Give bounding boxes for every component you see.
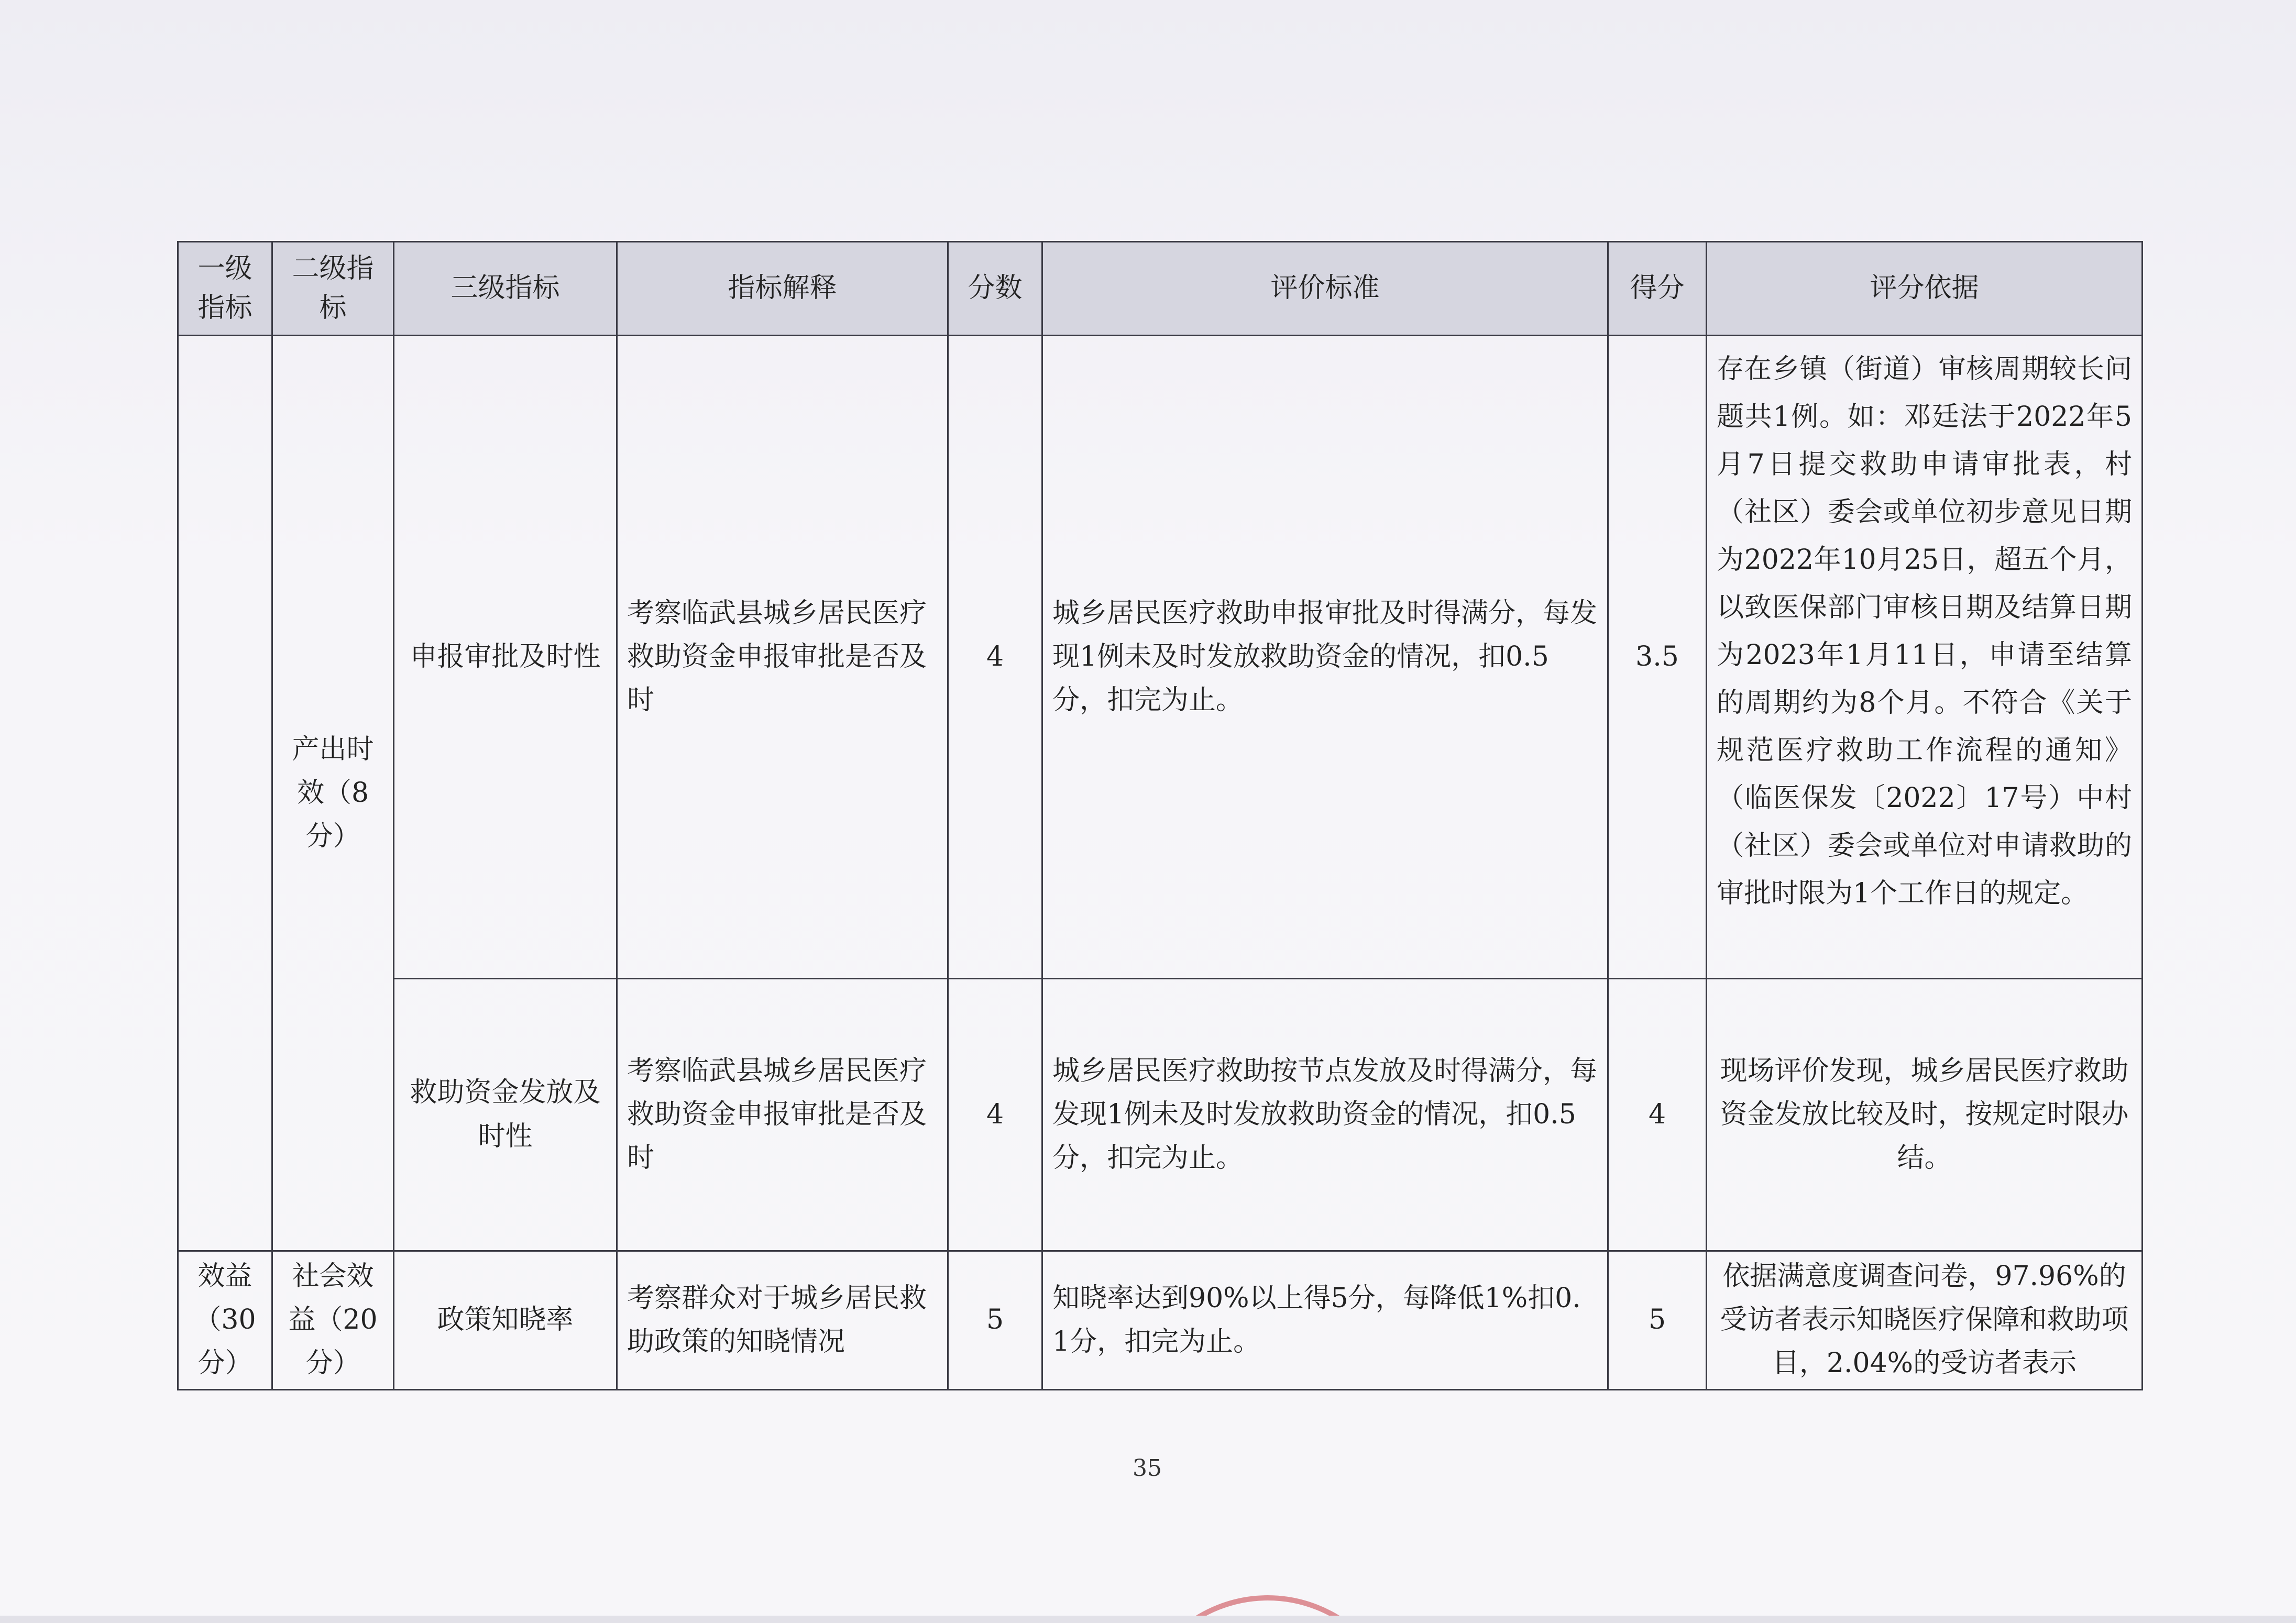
cell-earned: 5 — [1608, 1251, 1707, 1390]
scan-edge — [0, 1616, 2296, 1623]
cell-basis: 存在乡镇（街道）审核周期较长问题共1例。如：邓廷法于2022年5月7日提交救助申请审批表，村（社区）委会或单位初步意见日期为2022年10月25日，超五个月，以致医保部门审核日期及结算日期为2023年1月11日，申请至结算的周期约为8个月。不符合《关于规范医疗救助工作流程的通知》（临医保发〔2022〕17号）中村（社区）委会或单位对申请救助的审批时限为1个工作日的规定。 — [1707, 336, 2143, 979]
cell-score: 5 — [948, 1251, 1042, 1390]
cell-level3: 申报审批及时性 — [394, 336, 617, 979]
table-header-row — [178, 242, 2143, 336]
cell-level1: 效益（30分） — [178, 1251, 272, 1390]
cell-level3: 政策知晓率 — [394, 1251, 617, 1390]
header-level2: 二级指标 — [272, 242, 394, 336]
cell-level1 — [178, 336, 272, 1251]
table-row — [178, 979, 2143, 1251]
cell-explanation: 考察临武县城乡居民医疗救助资金申报审批是否及时 — [617, 336, 948, 979]
cell-level2: 社会效益（20分） — [272, 1251, 394, 1390]
cell-basis: 现场评价发现，城乡居民医疗救助资金发放比较及时，按规定时限办结。 — [1707, 979, 2143, 1251]
table-row — [178, 1251, 2143, 1390]
cell-criteria: 城乡居民医疗救助按节点发放及时得满分，每发现1例未及时发放救助资金的情况，扣0.5分，扣完为止。 — [1042, 979, 1608, 1251]
cell-basis: 依据满意度调查问卷，97.96%的受访者表示知晓医疗保障和救助项目，2.04%的受访者表示 — [1707, 1251, 2143, 1390]
cell-earned: 3.5 — [1608, 336, 1707, 979]
cell-level3: 救助资金发放及时性 — [394, 979, 617, 1251]
table-row — [178, 336, 2143, 979]
header-earned: 得分 — [1608, 242, 1707, 336]
header-explanation: 指标解释 — [617, 242, 948, 336]
cell-score: 4 — [948, 979, 1042, 1251]
cell-level2: 产出时效（8分） — [272, 336, 394, 1251]
cell-criteria: 城乡居民医疗救助申报审批及时得满分，每发现1例未及时发放救助资金的情况，扣0.5分，扣完为止。 — [1042, 336, 1608, 979]
header-basis: 评分依据 — [1707, 242, 2143, 336]
cell-explanation: 考察临武县城乡居民医疗救助资金申报审批是否及时 — [617, 979, 948, 1251]
cell-criteria: 知晓率达到90%以上得5分，每降低1%扣0.1分，扣完为止。 — [1042, 1251, 1608, 1390]
cell-score: 4 — [948, 336, 1042, 979]
header-score: 分数 — [948, 242, 1042, 336]
evaluation-table — [177, 241, 2143, 1390]
header-level3: 三级指标 — [394, 242, 617, 336]
header-criteria: 评价标准 — [1042, 242, 1608, 336]
page-number: 35 — [1133, 1455, 1162, 1482]
cell-explanation: 考察群众对于城乡居民救助政策的知晓情况 — [617, 1251, 948, 1390]
cell-earned: 4 — [1608, 979, 1707, 1251]
header-level1: 一级指标 — [178, 242, 272, 336]
